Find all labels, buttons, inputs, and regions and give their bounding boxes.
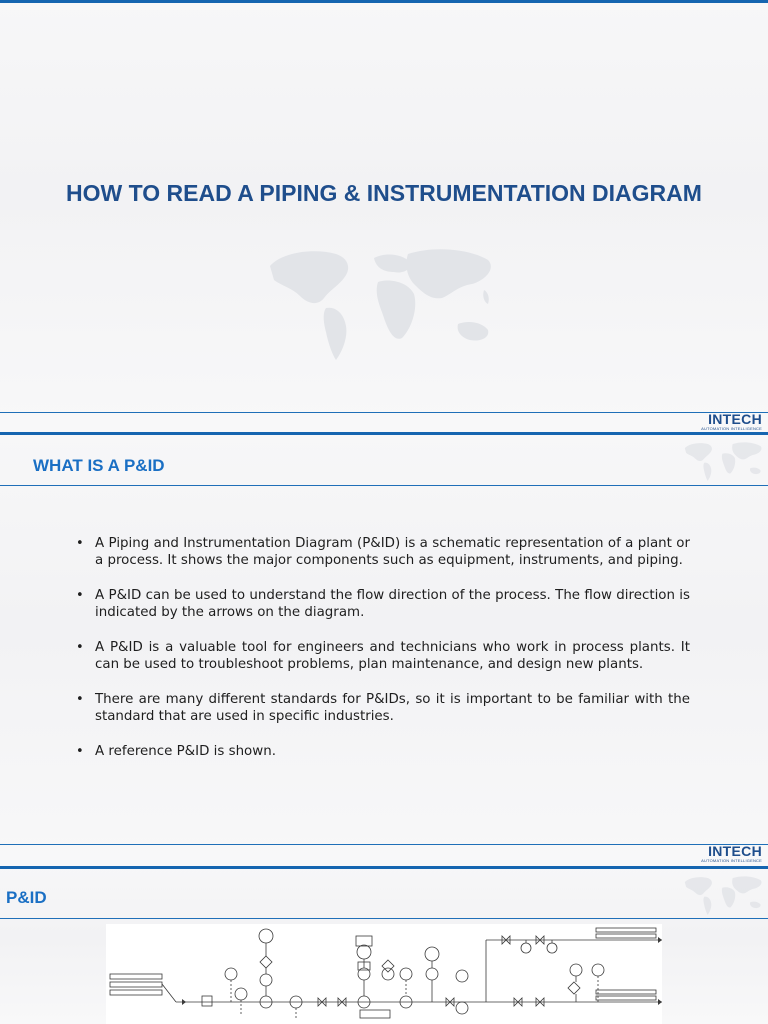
bullet-list — [76, 535, 690, 778]
logo-wordmark: INTECH — [708, 843, 762, 859]
bullet-dot-icon: • — [76, 692, 84, 707]
top-accent-bar — [0, 866, 768, 869]
intech-logo — [701, 844, 762, 863]
what-is-pid-slide — [0, 432, 768, 866]
world-map-icon — [262, 238, 498, 362]
bullet-dot-icon: • — [76, 536, 84, 551]
list-item — [76, 743, 690, 760]
bullet-text: There are many different standards for P&IDs, so it is important to be familiar with the standard that are used in specific industries. — [95, 692, 690, 724]
title-slide — [0, 0, 768, 432]
header-divider — [0, 918, 768, 919]
bullet-dot-icon: • — [76, 588, 84, 603]
top-accent-bar — [0, 0, 768, 3]
header-divider — [0, 485, 768, 486]
intech-logo — [701, 412, 762, 431]
list-item — [76, 639, 690, 673]
section-title: P&ID — [6, 888, 47, 907]
bullet-text: A Piping and Instrumentation Diagram (P&ID) is a schematic representation of a plant or a process. It shows the major components such as equipment, instruments, and piping. — [95, 536, 690, 568]
main-title: HOW TO READ A PIPING & INSTRUMENTATION DIAGRAM — [66, 180, 702, 206]
list-item — [76, 691, 690, 725]
footer-divider — [0, 844, 768, 845]
pid-slide — [0, 866, 768, 1024]
bullet-dot-icon: • — [76, 744, 84, 759]
logo-wordmark: INTECH — [708, 411, 762, 427]
list-item — [76, 587, 690, 621]
bullet-text: A P&ID can be used to understand the flow direction of the process. The flow direction is indicated by the arrows on the diagram. — [95, 588, 690, 620]
bullet-text: A P&ID is a valuable tool for engineers and technicians who work in process plants. It can be used to troubleshoot problems, plan maintenance, and design new plants. — [95, 640, 690, 672]
list-item — [76, 535, 690, 569]
section-title: WHAT IS A P&ID — [33, 456, 165, 475]
bullet-text: A reference P&ID is shown. — [95, 744, 276, 759]
footer-divider — [0, 412, 768, 413]
logo-tagline: AUTOMATION INTELLIGENCE — [701, 426, 762, 431]
pid-reference-diagram — [106, 924, 662, 1024]
logo-tagline: AUTOMATION INTELLIGENCE — [701, 858, 762, 863]
bullet-dot-icon: • — [76, 640, 84, 655]
world-map-icon — [682, 872, 764, 916]
top-accent-bar — [0, 432, 768, 435]
world-map-icon — [682, 438, 764, 482]
